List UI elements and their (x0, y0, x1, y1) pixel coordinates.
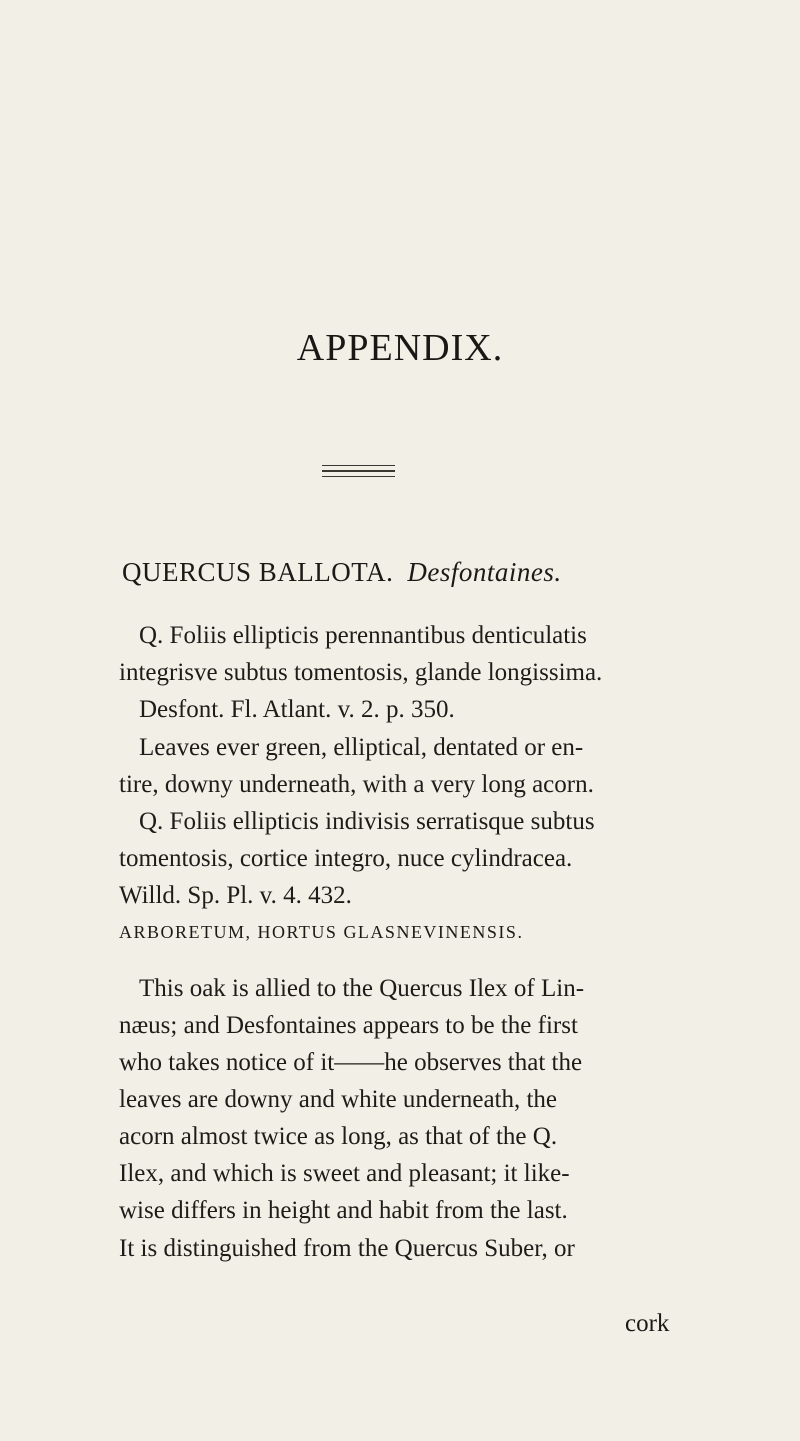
body-line: This oak is allied to the Quercus Ilex of Lin- (139, 975, 585, 1002)
description-line: tire, downy underneath, with a very long acorn. (119, 771, 594, 798)
description-line: Leaves ever green, elliptical, dentated or en- (139, 734, 584, 761)
rule-line-middle (322, 470, 395, 472)
location-line: ARBORETUM, HORTUS GLASNEVINENSIS. (119, 922, 524, 942)
body-line: næus; and Desfontaines appears to be the first (119, 1012, 578, 1039)
species-title (122, 557, 562, 588)
species-author: Desfontaines. (407, 557, 562, 587)
body-line: wise differs in height and habit from the last. (119, 1197, 568, 1224)
catchword: cork (625, 1310, 670, 1337)
body-line: Ilex, and which is sweet and pleasant; it like- (119, 1160, 570, 1187)
description-line: Q. Foliis ellipticis perennantibus denticulatis (139, 622, 587, 649)
description-line: integrisve subtus tomentosis, glande longissima. (119, 659, 603, 686)
description-line: tomentosis, cortice integro, nuce cylindracea. (119, 845, 573, 872)
body-line: It is distinguished from the Quercus Suber, or (119, 1235, 575, 1262)
description-line: Willd. Sp. Pl. v. 4. 432. (119, 882, 352, 909)
body-line: acorn almost twice as long, as that of the Q. (119, 1123, 558, 1150)
species-name: QUERCUS BALLOTA. (122, 557, 394, 587)
rule-line-top (322, 465, 395, 466)
description-line: Q. Foliis ellipticis indivisis serratisque subtus (139, 808, 595, 835)
page-heading: APPENDIX. (296, 327, 504, 369)
body-line: leaves are downy and white underneath, the (119, 1086, 558, 1113)
description-line: Desfont. Fl. Atlant. v. 2. p. 350. (139, 696, 455, 723)
rule-line-bottom (322, 476, 395, 477)
body-line: who takes notice of it——he observes that the (119, 1049, 583, 1076)
